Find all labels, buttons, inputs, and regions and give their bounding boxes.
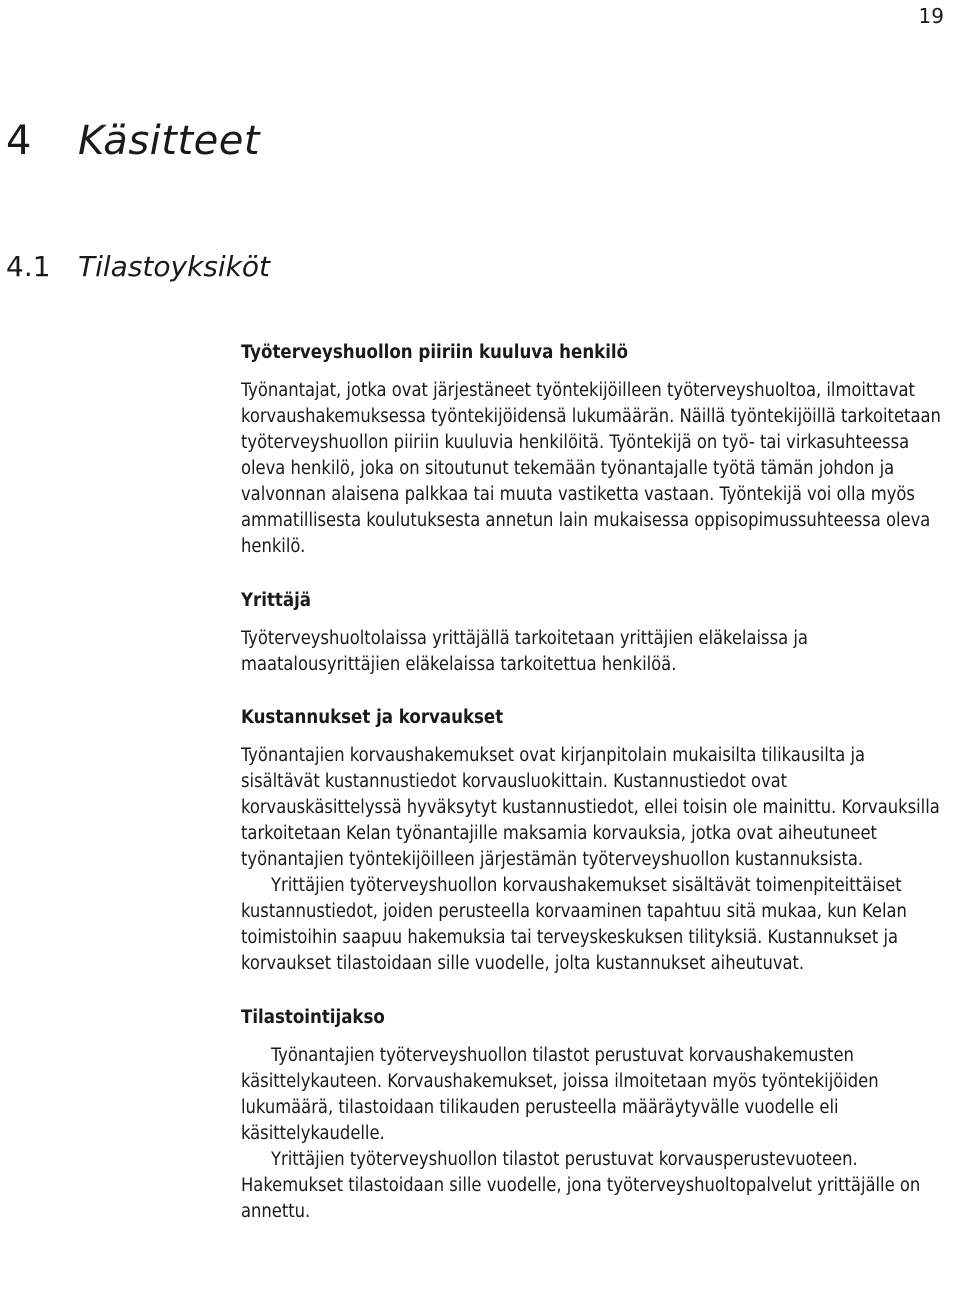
page-number: 19 — [918, 4, 944, 28]
definition-block — [241, 340, 941, 560]
definition-paragraph: Yrittäjien työterveyshuollon tilastot perustuvat korvausperustevuoteen. Hakemukset tilastoidaan sille vuodelle, jona työterveyshuoltopalvelut yrittäjälle on annettu. — [241, 1149, 921, 1222]
document-body — [241, 340, 941, 1252]
definition-heading: Yrittäjä — [241, 590, 312, 611]
definition-heading: Tilastointijakso — [241, 1007, 385, 1028]
definition-paragraph: Yrittäjien työterveyshuollon korvaushakemukset sisältävät toimenpiteittäiset kustannustiedot, joiden perusteella korvaaminen tapahtuu sitä mukaa, kun Kelan toimistoihin saapuu hakemuksia tai terveyskeskuksen tilityksiä. Kustannukset ja korvaukset tilastoidaan sille vuodelle, jolta kustannukset aiheutuvat. — [241, 875, 907, 974]
definition-paragraph: Työterveyshuoltolaissa yrittäjällä tarkoitetaan yrittäjien eläkelaissa ja maatalousyrittäjien eläkelaissa tarkoitettua henkilöä. — [241, 628, 808, 675]
chapter-number: 4 — [6, 118, 32, 164]
chapter-title — [6, 118, 260, 164]
definition-paragraph: Työnantajat, jotka ovat järjestäneet työntekijöilleen työterveyshuoltoa, ilmoittavat korvaushakemuksessa työntekijöidensä lukumäärän. Näillä työntekijöillä tarkoitetaan työterveyshuollon piiriin kuuluvia henkilöitä. Työntekijä on työ- tai virkasuhteessa oleva henkilö, joka on sitoutunut tekemään työnantajalle työtä tämän johdon ja valvonnan alaisena palkkaa tai muuta vastiketta vastaan. Työntekijä voi olla myös ammatillisesta koulutuksesta annetun lain mukaisessa oppisopimussuhteessa oleva henkilö. — [241, 380, 941, 557]
definition-block — [241, 1005, 941, 1225]
definition-paragraph: Työnantajien työterveyshuollon tilastot perustuvat korvaushakemusten käsittelykauteen. Korvaushakemukset, joissa ilmoitetaan myös työntekijöiden lukumäärä, tilastoidaan tilikauden perusteella määräytyvälle vuodelle eli käsittelykaudelle. — [241, 1045, 879, 1144]
section-title — [6, 250, 270, 283]
definition-block — [241, 588, 941, 678]
definition-heading: Työterveyshuollon piiriin kuuluva henkilö — [241, 342, 629, 363]
definition-block — [241, 705, 941, 977]
chapter-title-text: Käsitteet — [78, 118, 261, 164]
section-number: 4.1 — [6, 250, 51, 283]
definition-paragraph: Työnantajien korvaushakemukset ovat kirjanpitolain mukaisilta tilikausilta ja sisältävät kustannustiedot korvausluokittain. Kustannustiedot ovat korvauskäsittelyssä hyväksytyt kustannustiedot, ellei toisin ole mainittu. Korvauksilla tarkoitetaan Kelan työnantajille maksamia korvauksia, jotka ovat aiheutuneet työnantajien työntekijöilleen järjestämän työterveyshuollon kustannuksista. — [241, 745, 940, 870]
section-title-text: Tilastoyksiköt — [78, 250, 270, 283]
definition-heading: Kustannukset ja korvaukset — [241, 707, 504, 728]
